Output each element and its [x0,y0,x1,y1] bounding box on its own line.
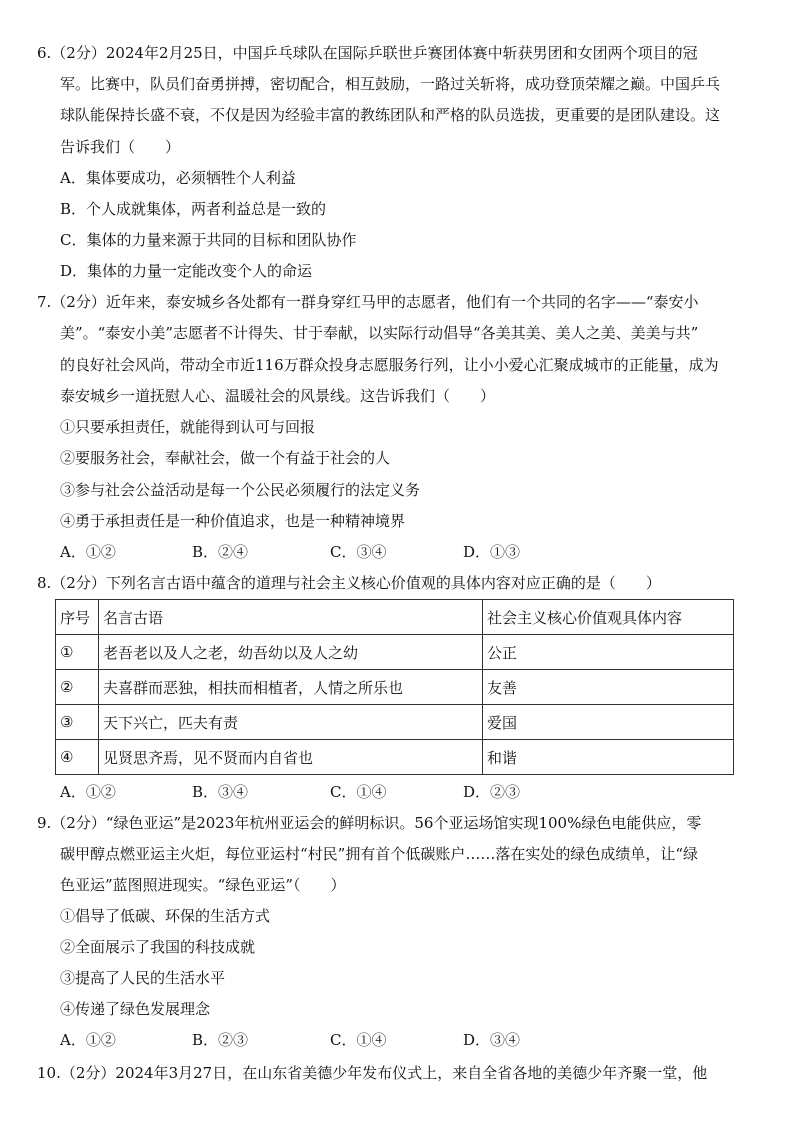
question-7-stem-line: 的良好社会风尚，带动全市近116万群众投身志愿服务行列，让小小爱心汇聚成城市的正能量，成为 [60,356,719,374]
question-9-answer-a: A．①② [60,1031,116,1049]
question-6-stem-line: 军。比赛中，队员们奋勇拼搏，密切配合，相互鼓励，一路过关斩将，成功登顶荣耀之巅。中国乒乓 [60,75,721,93]
question-9-stem-line: 9.（2分）“绿色亚运”是2023年杭州亚运会的鲜明标识。56个亚运场馆实现100%绿色电能供应，零 [37,814,702,832]
table-row [56,705,734,740]
table-cell: ② [56,670,99,705]
table-cell: ④ [56,740,99,775]
question-7-item: ③参与社会公益活动是每一个公民必须履行的法定义务 [60,481,421,499]
table-row [56,635,734,670]
table-cell: 友善 [483,670,734,705]
question-7-stem-line: 泰安城乡一道抚慰人心、温暖社会的风景线。这告诉我们（ ） [60,387,496,405]
table-row [56,670,734,705]
question-9-item: ①倡导了低碳、环保的生活方式 [60,907,271,925]
table-row [56,740,734,775]
question-9-answer-b: B．②③ [192,1031,249,1049]
question-10-stem-line: 10.（2分）2024年3月27日，在山东省美德少年发布仪式上，来自全省各地的美德少年齐聚一堂，他 [37,1064,708,1082]
question-8-answer-d: D．②③ [463,783,521,801]
table-cell: 爱国 [483,705,734,740]
question-7-answer-b: B．②④ [192,543,249,561]
question-7-stem-line: 7.（2分）近年来，泰安城乡各处都有一群身穿红马甲的志愿者，他们有一个共同的名字——“泰安小 [37,293,699,311]
question-9-stem-line: 色亚运”蓝图照进现实。“绿色亚运”（ ） [60,876,346,894]
table-header-cell: 社会主义核心价值观具体内容 [483,600,734,635]
table-cell: 天下兴亡，匹夫有责 [99,705,483,740]
table-cell: 老吾老以及人之老，幼吾幼以及人之幼 [99,635,483,670]
table-cell: ① [56,635,99,670]
question-6-stem-line: 球队能保持长盛不衰，不仅是因为经验丰富的教练团队和严格的队员选拔，更重要的是团队建设。这 [60,106,721,124]
question-8-answer-b: B．③④ [192,783,249,801]
question-9-item: ④传递了绿色发展理念 [60,1000,211,1018]
question-9-answer-c: C．①④ [330,1031,387,1049]
question-6-stem-line: 告诉我们（ ） [60,138,181,156]
table-cell: 夫喜群而恶独，相扶而相植者，人情之所乐也 [99,670,483,705]
question-9-stem-line: 碳甲醇点燃亚运主火炬，每位亚运村“村民”拥有首个低碳账户……落在实处的绿色成绩单，让“绿 [60,845,699,863]
question-6-option-d: D．集体的力量一定能改变个人的命运 [60,262,313,280]
question-7-answer-d: D．①③ [463,543,521,561]
table-header-cell: 名言古语 [99,600,483,635]
question-6-stem-line: 6.（2分）2024年2月25日，中国乒乓球队在国际乒联世乒赛团体赛中斩获男团和女团两个项目的冠 [37,44,698,62]
question-8-stem: 8.（2分）下列名言古语中蕴含的道理与社会主义核心价值观的具体内容对应正确的是（ ） [37,574,661,592]
question-6-option-a: A．集体要成功，必须牺牲个人利益 [60,169,296,187]
question-9-answer-d: D．③④ [463,1031,521,1049]
question-8-answer-c: C．①④ [330,783,387,801]
question-8-answer-a: A．①② [60,783,116,801]
question-7-answer-c: C．③④ [330,543,387,561]
table-cell: 公正 [483,635,734,670]
question-9-item: ②全面展示了我国的科技成就 [60,938,256,956]
table-cell: 见贤思齐焉，见不贤而内自省也 [99,740,483,775]
question-8-table [55,599,734,775]
table-cell: 和谐 [483,740,734,775]
question-7-item: ④勇于承担责任是一种价值追求，也是一种精神境界 [60,512,406,530]
table-header-row [56,600,734,635]
question-7-item: ②要服务社会，奉献社会，做一个有益于社会的人 [60,449,391,467]
question-7-answer-a: A．①② [60,543,116,561]
table-cell: ③ [56,705,99,740]
question-9-item: ③提高了人民的生活水平 [60,969,226,987]
question-7-stem-line: 美”。“泰安小美”志愿者不计得失、甘于奉献，以实际行动倡导“各美其美、美人之美、美美与共” [60,324,699,342]
question-6-option-c: C．集体的力量来源于共同的目标和团队协作 [60,231,357,249]
question-6-option-b: B．个人成就集体，两者利益总是一致的 [60,200,327,218]
table-header-cell: 序号 [56,600,99,635]
question-7-item: ①只要承担责任，就能得到认可与回报 [60,418,316,436]
